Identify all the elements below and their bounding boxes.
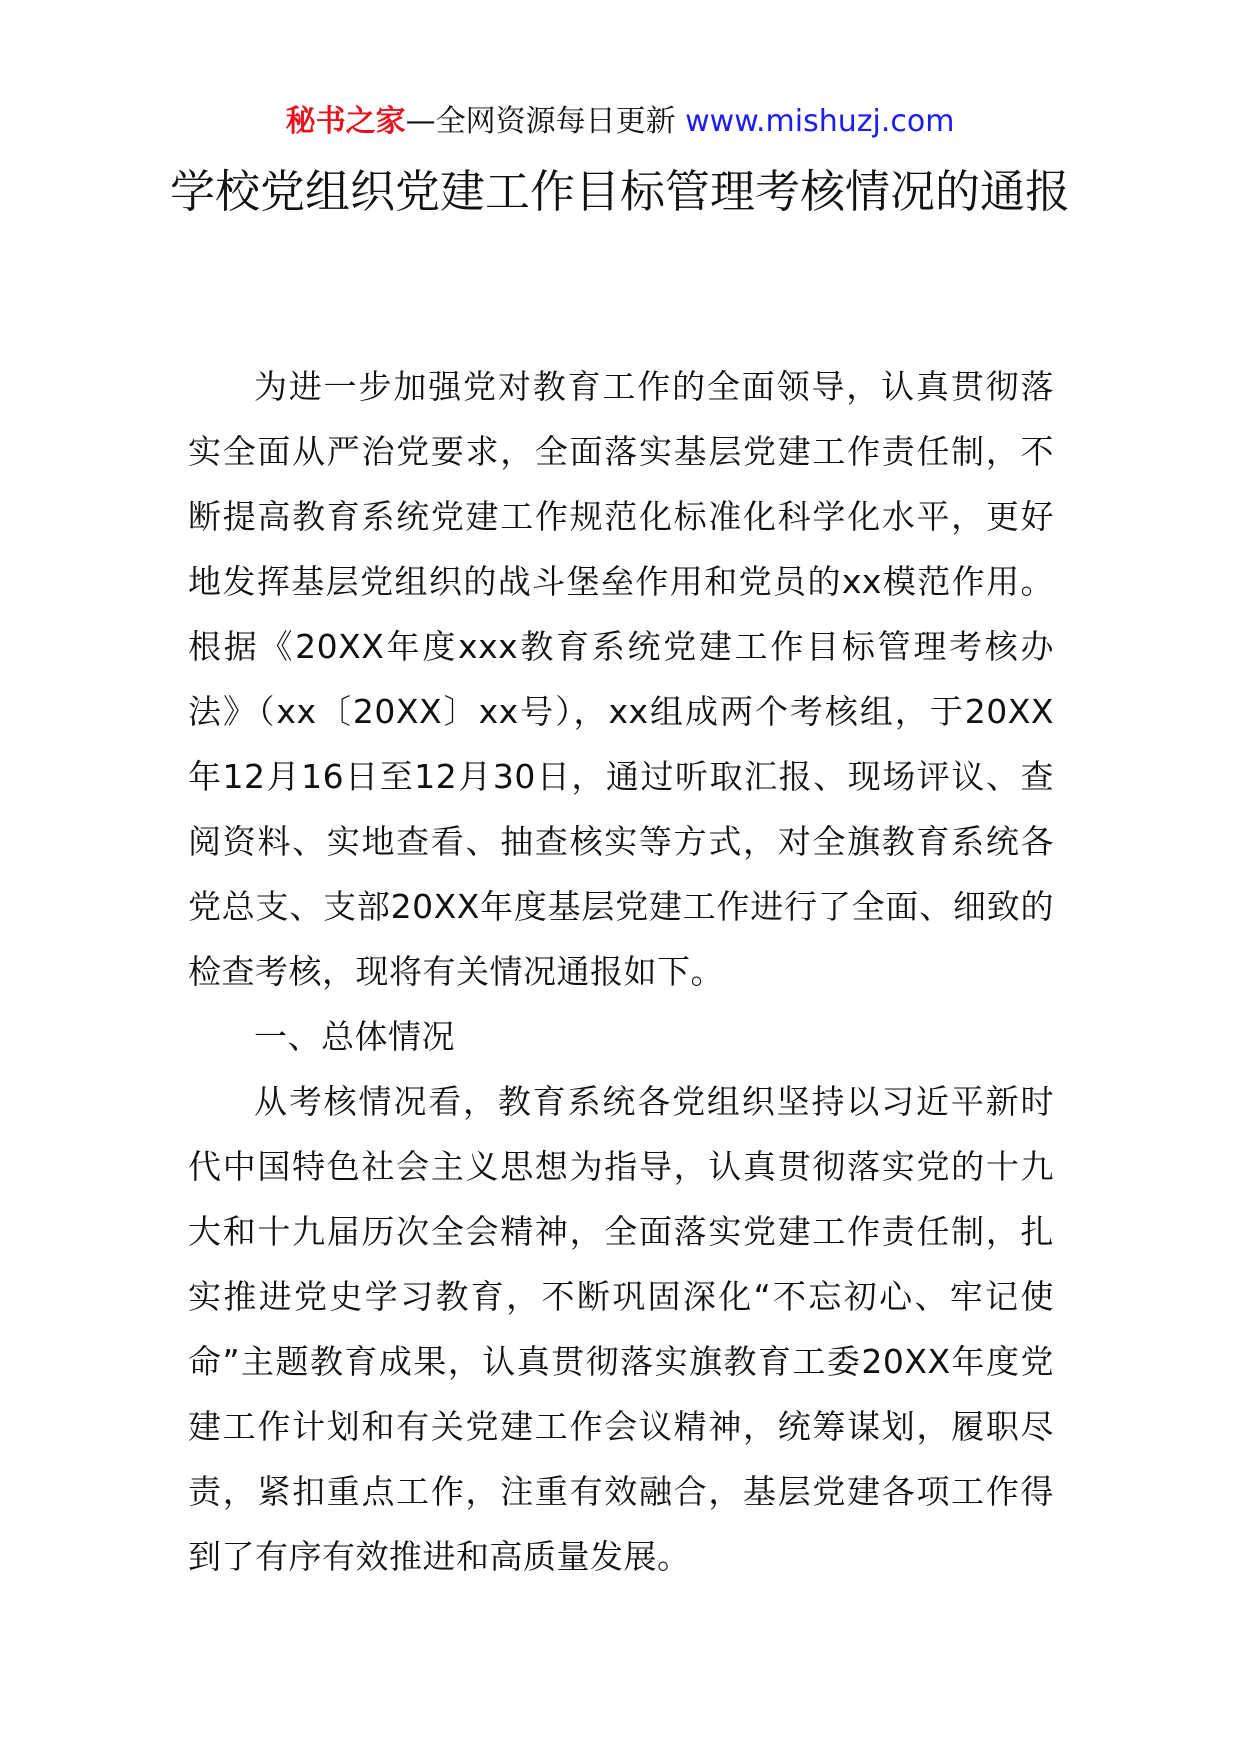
- document-title: 学校党组织党建工作目标管理考核情况的通报: [169, 165, 1070, 218]
- site-url: www.mishuzj.com: [685, 104, 955, 139]
- paragraph-intro: 为进一步加强党对教育工作的全面领导，认真贯彻落实全面从严治党要求，全面落实基层党建工作责任制，不断提高教育系统党建工作规范化标准化科学化水平，更好地发挥基层党组织的战斗堡垒作用和党员的xx模范作用。根据《20XX年度xxx教育系统党建工作目标管理考核办法》（xx〔20XX〕xx号），xx组成两个考核组，于20XX年12月16日至12月30日，通过听取汇报、现场评议、查阅资料、实地查看、抽查核实等方式，对全旗教育系统各党总支、支部20XX年度基层党建工作进行了全面、细致的检查考核，现将有关情况通报如下。: [188, 367, 1054, 991]
- brand-slogan: —全网资源每日更新: [405, 104, 676, 139]
- section-heading-overall: 一、总体情况: [254, 1017, 455, 1056]
- paragraph-overall: 从考核情况看，教育系统各党组织坚持以习近平新时代中国特色社会主义思想为指导，认真贯彻落实党的十九大和十九届历次全会精神，全面落实党建工作责任制，扎实推进党史学习教育，不断巩固深化“不忘初心、牢记使命”主题教育成果，认真贯彻落实旗教育工委20XX年度党建工作计划和有关党建工作会议精神，统筹谋划，履职尽责，紧扣重点工作，注重有效融合，基层党建各项工作得到了有序有效推进和高质量发展。: [188, 1082, 1054, 1576]
- brand-name: 秘书之家: [285, 104, 406, 139]
- watermark-header: [0, 102, 1240, 142]
- document-body: [188, 354, 1054, 1589]
